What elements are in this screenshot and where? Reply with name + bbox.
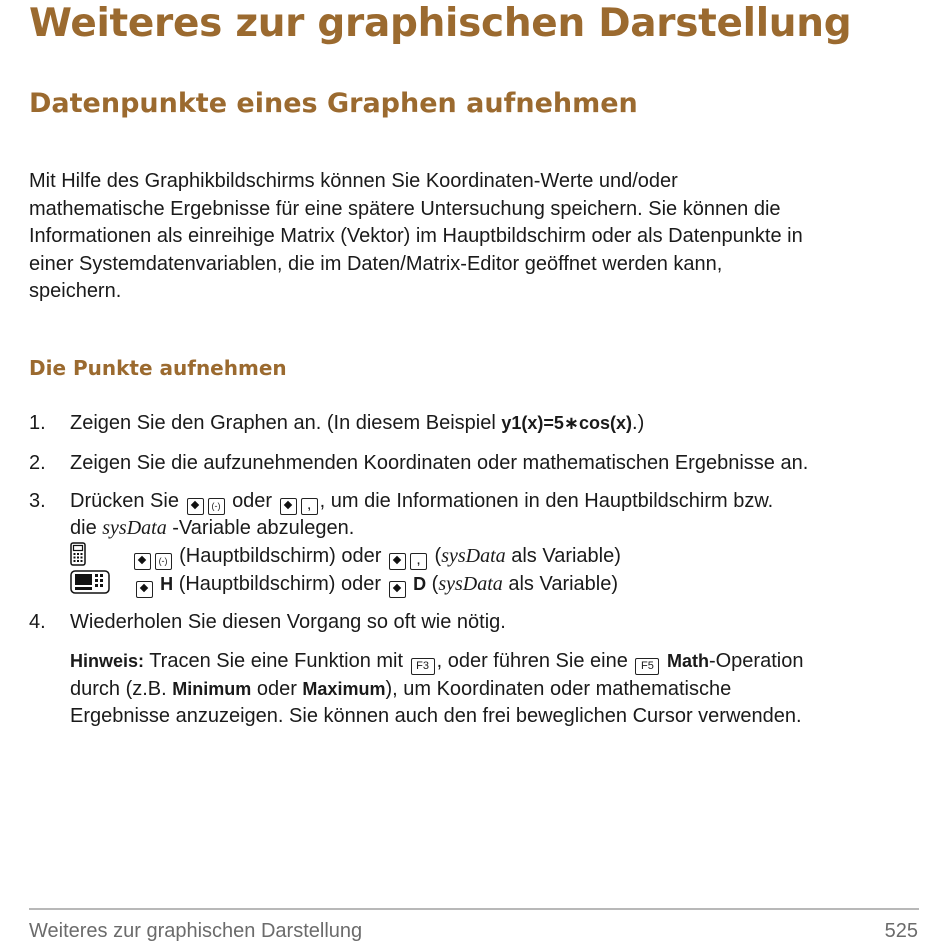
note-text-part: ), um Koordinaten oder mathematische [385,677,732,700]
note-line: Ergebnisse anzuzeigen. Sie können auch den frei beweglichen Cursor verwenden. [70,705,802,727]
step-text-part: .) [632,412,645,434]
diamond-key-icon [389,581,406,598]
note-label: Hinweis: [70,651,145,671]
key-h-label: H [160,574,174,594]
v200-keys-line [70,570,930,602]
note-line [70,648,930,676]
negate-key-icon: (-) [155,553,172,570]
intro-line: mathematische Ergebnisse für eine spätere Untersuchung speichern. Sie können die [29,197,781,220]
note-text-part: , oder führen Sie eine [436,650,634,672]
step-3 [29,488,929,600]
step-text [70,410,644,437]
step-text-part: Drücken Sie [70,490,179,512]
subsection-heading: Die Punkte aufnehmen [29,356,287,380]
page-number: 525 [884,920,918,942]
f3-key-icon: F3 [411,658,435,675]
comma-key-icon: , [410,553,427,570]
diamond-key-icon [389,553,406,570]
step-text-part: ( [434,545,442,567]
hint-note [70,648,930,731]
step-text: Zeigen Sie die aufzunehmenden Koordinaten oder mathematischen Ergebnisse an. [70,452,809,474]
intro-line: speichern. [29,280,122,302]
step-line [70,488,773,515]
intro-paragraph [29,168,929,306]
diamond-key-icon [134,553,151,570]
footer-divider [29,908,919,910]
step-line [70,515,773,542]
diamond-key-icon [280,498,297,515]
step-number: 3. [29,490,46,512]
step-text: Wiederholen Sie diesen Vorgang so oft wie nötig. [70,611,506,633]
minimum-label: Minimum [172,678,252,699]
f5-key-icon: F5 [635,658,659,675]
step-number: 1. [29,412,46,434]
maximum-label: Maximum [302,678,386,699]
step-text-part: ( [431,573,439,595]
step-number: 2. [29,452,46,474]
step-text-part: -Variable abzulegen. [166,517,355,539]
note-line [70,676,930,704]
note-text-part: -Operation [708,650,804,672]
intro-line: Mit Hilfe des Graphikbildschirms können Sie Koordinaten-Werte und/oder [29,170,678,192]
step-text [70,488,773,542]
math-menu-label: Math [666,651,709,671]
sysdata-variable: sysData [441,545,506,567]
step-text-part: als Variable) [505,545,621,567]
key-d-label: D [413,574,427,594]
step-text-part: (Hauptbildschirm) oder [178,573,381,595]
step-text-part: die [70,517,97,539]
intro-line: einer Systemdatenvariablen, die im Daten/Matrix-Editor geöffnet werden kann, [29,252,723,275]
sysdata-variable: sysData [102,517,167,539]
footer-title: Weiteres zur graphischen Darstellung [29,920,363,942]
step-number: 4. [29,611,46,633]
step-text-part: , um die Informationen in den Hauptbildschirm bzw. [319,490,774,512]
note-text-part: Tracen Sie eine Funktion mit [144,650,409,672]
diamond-key-icon [136,581,153,598]
step-text-part: Zeigen Sie den Graphen an. (In diesem Beispiel [70,412,502,434]
note-text-part: oder [251,677,303,700]
step-text-part: (Hauptbildschirm) oder [179,545,382,567]
step-text-part: als Variable) [502,573,619,595]
note-text-part: durch (z.B. [70,677,173,700]
step-text-part: oder [232,490,273,512]
intro-line: Informationen als einreihige Matrix (Vektor) im Hauptbildschirm oder als Datenpunkte in [29,225,803,247]
comma-key-icon: , [301,498,318,515]
function-code: y1(x)=5∗cos(x) [501,413,633,433]
sysdata-variable: sysData [438,573,503,595]
section-heading: Datenpunkte eines Graphen aufnehmen [29,88,638,119]
negate-key-icon: (-) [208,498,225,515]
v200-calculator-icon [70,570,110,602]
page-heading: Weiteres zur graphischen Darstellung [29,1,852,46]
diamond-key-icon [187,498,204,515]
